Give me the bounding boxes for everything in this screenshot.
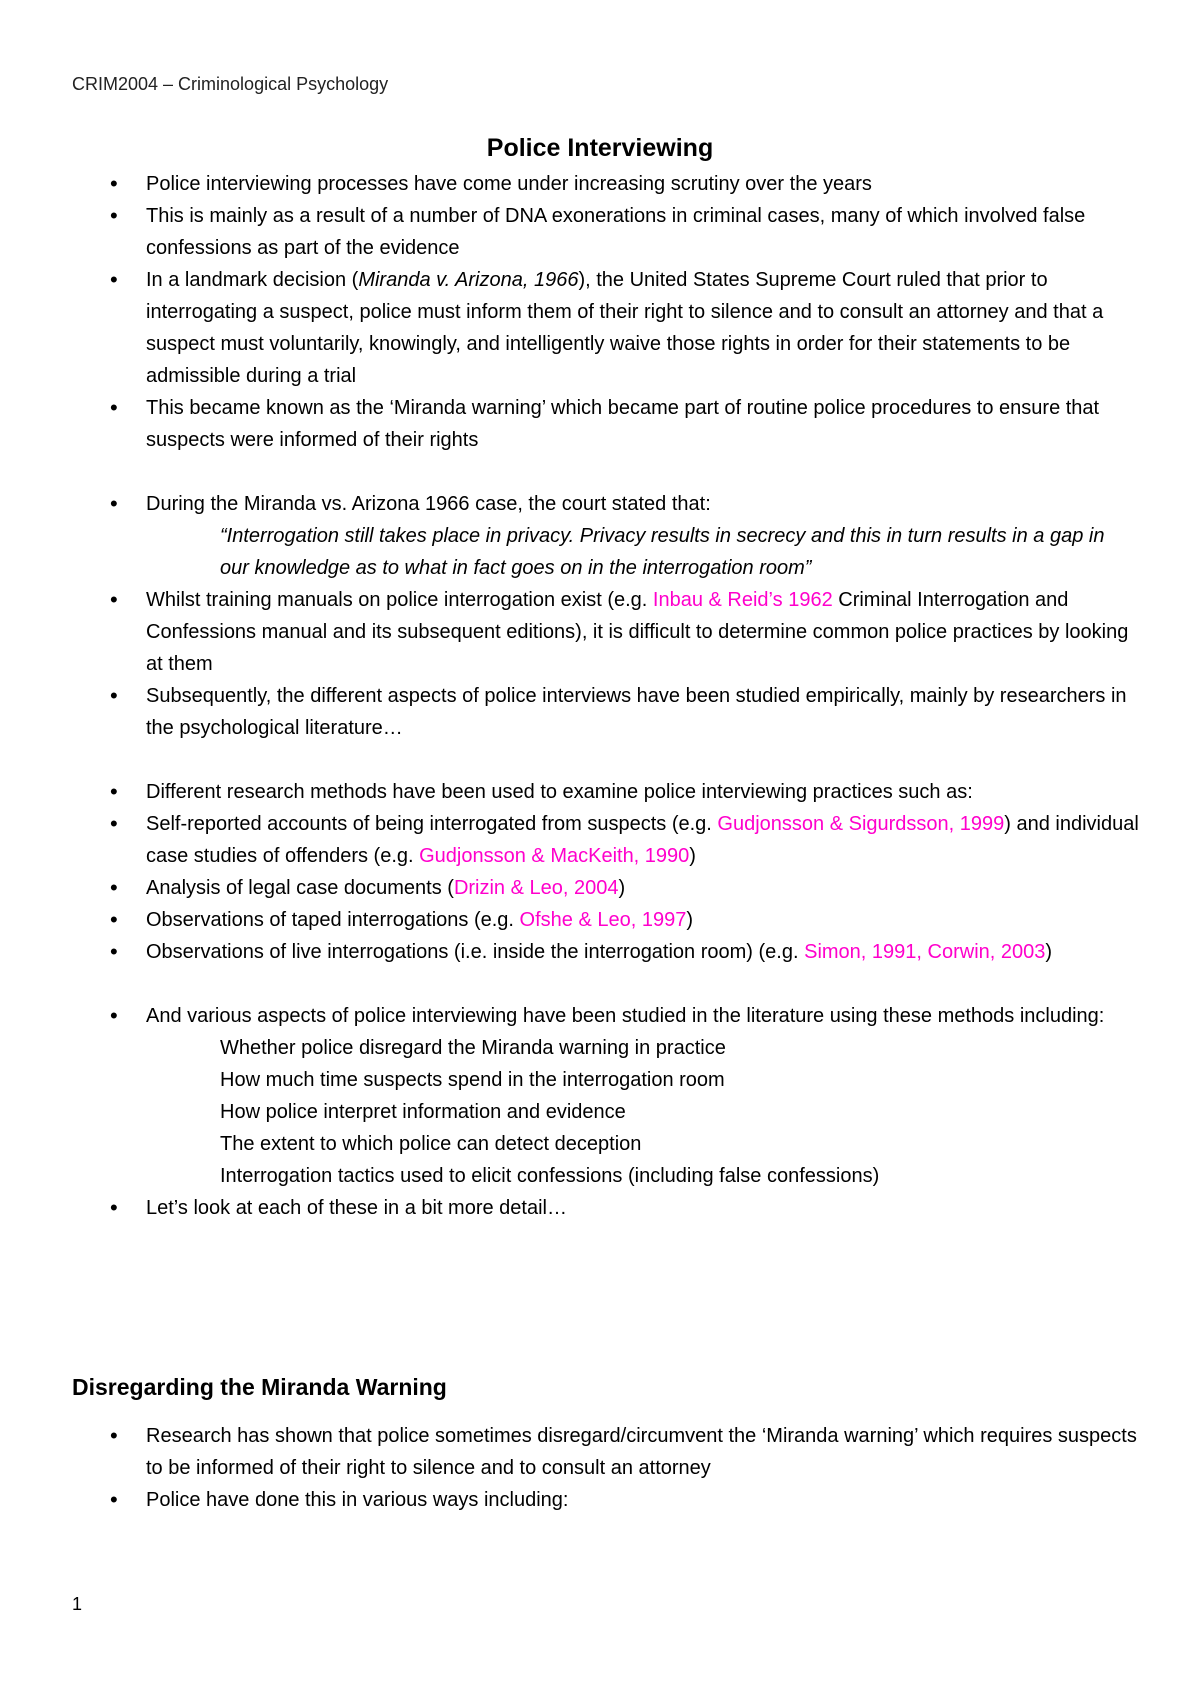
list-item: • Subsequently, the different aspects of police interviews have been studied empirically, mainly by researchers in the psychological literature… xyxy=(110,680,1140,744)
list-item: • Police have done this in various ways including: xyxy=(110,1484,1140,1516)
list-item: • Different research methods have been used to examine police interviewing practices such as: xyxy=(110,776,1140,808)
list-item: • In a landmark decision (Miranda v. Arizona, 1966), the United States Supreme Court ruled that prior to interrogating a suspect, police must inform them of their right to silence and to consult an attorney and that a suspect must voluntarily, knowingly, and intelligently waive those rights in order for their statements to be admissible during a trial xyxy=(110,264,1140,392)
sub-item: The extent to which police can detect deception xyxy=(220,1133,642,1155)
list-item: • During the Miranda vs. Arizona 1966 case, the court stated that: xyxy=(110,488,1140,520)
list-item: • And various aspects of police interviewing have been studied in the literature using these methods including: xyxy=(110,1000,1140,1032)
reference: Inbau & Reid’s 1962 xyxy=(652,589,833,611)
list-item: • Observations of taped interrogations (e.g. Ofshe & Leo, 1997) xyxy=(110,904,1140,936)
list-item: • Let’s look at each of these in a bit more detail… xyxy=(110,1192,1140,1224)
reference: Gudjonsson & Sigurdsson, 1999 xyxy=(717,813,1005,835)
reference: Ofshe & Leo, 1997 xyxy=(519,909,687,931)
list-item: • Research has shown that police sometimes disregard/circumvent the ‘Miranda warning’ which requires suspects to be informed of their right to silence and to consult an attorney xyxy=(110,1420,1140,1484)
list-item: • Police interviewing processes have come under increasing scrutiny over the years xyxy=(110,168,1140,200)
reference: Drizin & Leo, 2004 xyxy=(453,877,619,899)
list-item: • This became known as the ‘Miranda warning’ which became part of routine police procedures to ensure that suspects were informed of their rights xyxy=(110,392,1140,456)
list-item: • Self-reported accounts of being interrogated from suspects (e.g. Gudjonsson & Sigurdsson, 1999) and individual case studies of offenders (e.g. Gudjonsson & MacKeith, 1990) xyxy=(110,808,1140,872)
list-item: • Whilst training manuals on police interrogation exist (e.g. Inbau & Reid’s 1962 Criminal Interrogation and Confessions manual and its subsequent editions), it is difficult to determine common police practices by looking at them xyxy=(110,584,1140,680)
sub-item: How much time suspects spend in the interrogation room xyxy=(220,1069,725,1091)
document-header: CRIM2004 – Criminological Psychology xyxy=(72,74,389,94)
list-item: • This is mainly as a result of a number of DNA exonerations in criminal cases, many of which involved false confessions as part of the evidence xyxy=(110,200,1140,264)
section-heading: Disregarding the Miranda Warning xyxy=(72,1374,447,1400)
reference: Simon, 1991, Corwin, 2003 xyxy=(804,941,1046,963)
list-item: • Observations of live interrogations (i.e. inside the interrogation room) (e.g. Simon, 1991, Corwin, 2003) xyxy=(110,936,1140,968)
court-quote: “Interrogation still takes place in privacy. Privacy results in secrecy and this in turn results in a gap in our knowledge as to what in fact goes on in the interrogation room” xyxy=(220,525,1105,579)
page-number: 1 xyxy=(72,1594,83,1614)
sub-item: Whether police disregard the Miranda warning in practice xyxy=(220,1037,726,1059)
main-bullet-list xyxy=(110,168,1140,1224)
list-item: • Analysis of legal case documents (Drizin & Leo, 2004) xyxy=(110,872,1140,904)
case-citation: Miranda v. Arizona, 1966 xyxy=(358,269,579,291)
reference: Gudjonsson & MacKeith, 1990 xyxy=(419,845,690,867)
page-title: Police Interviewing xyxy=(486,134,714,162)
sub-item: How police interpret information and evidence xyxy=(220,1101,626,1123)
section-bullet-list xyxy=(110,1420,1140,1516)
sub-item: Interrogation tactics used to elicit confessions (including false confessions) xyxy=(220,1165,880,1187)
